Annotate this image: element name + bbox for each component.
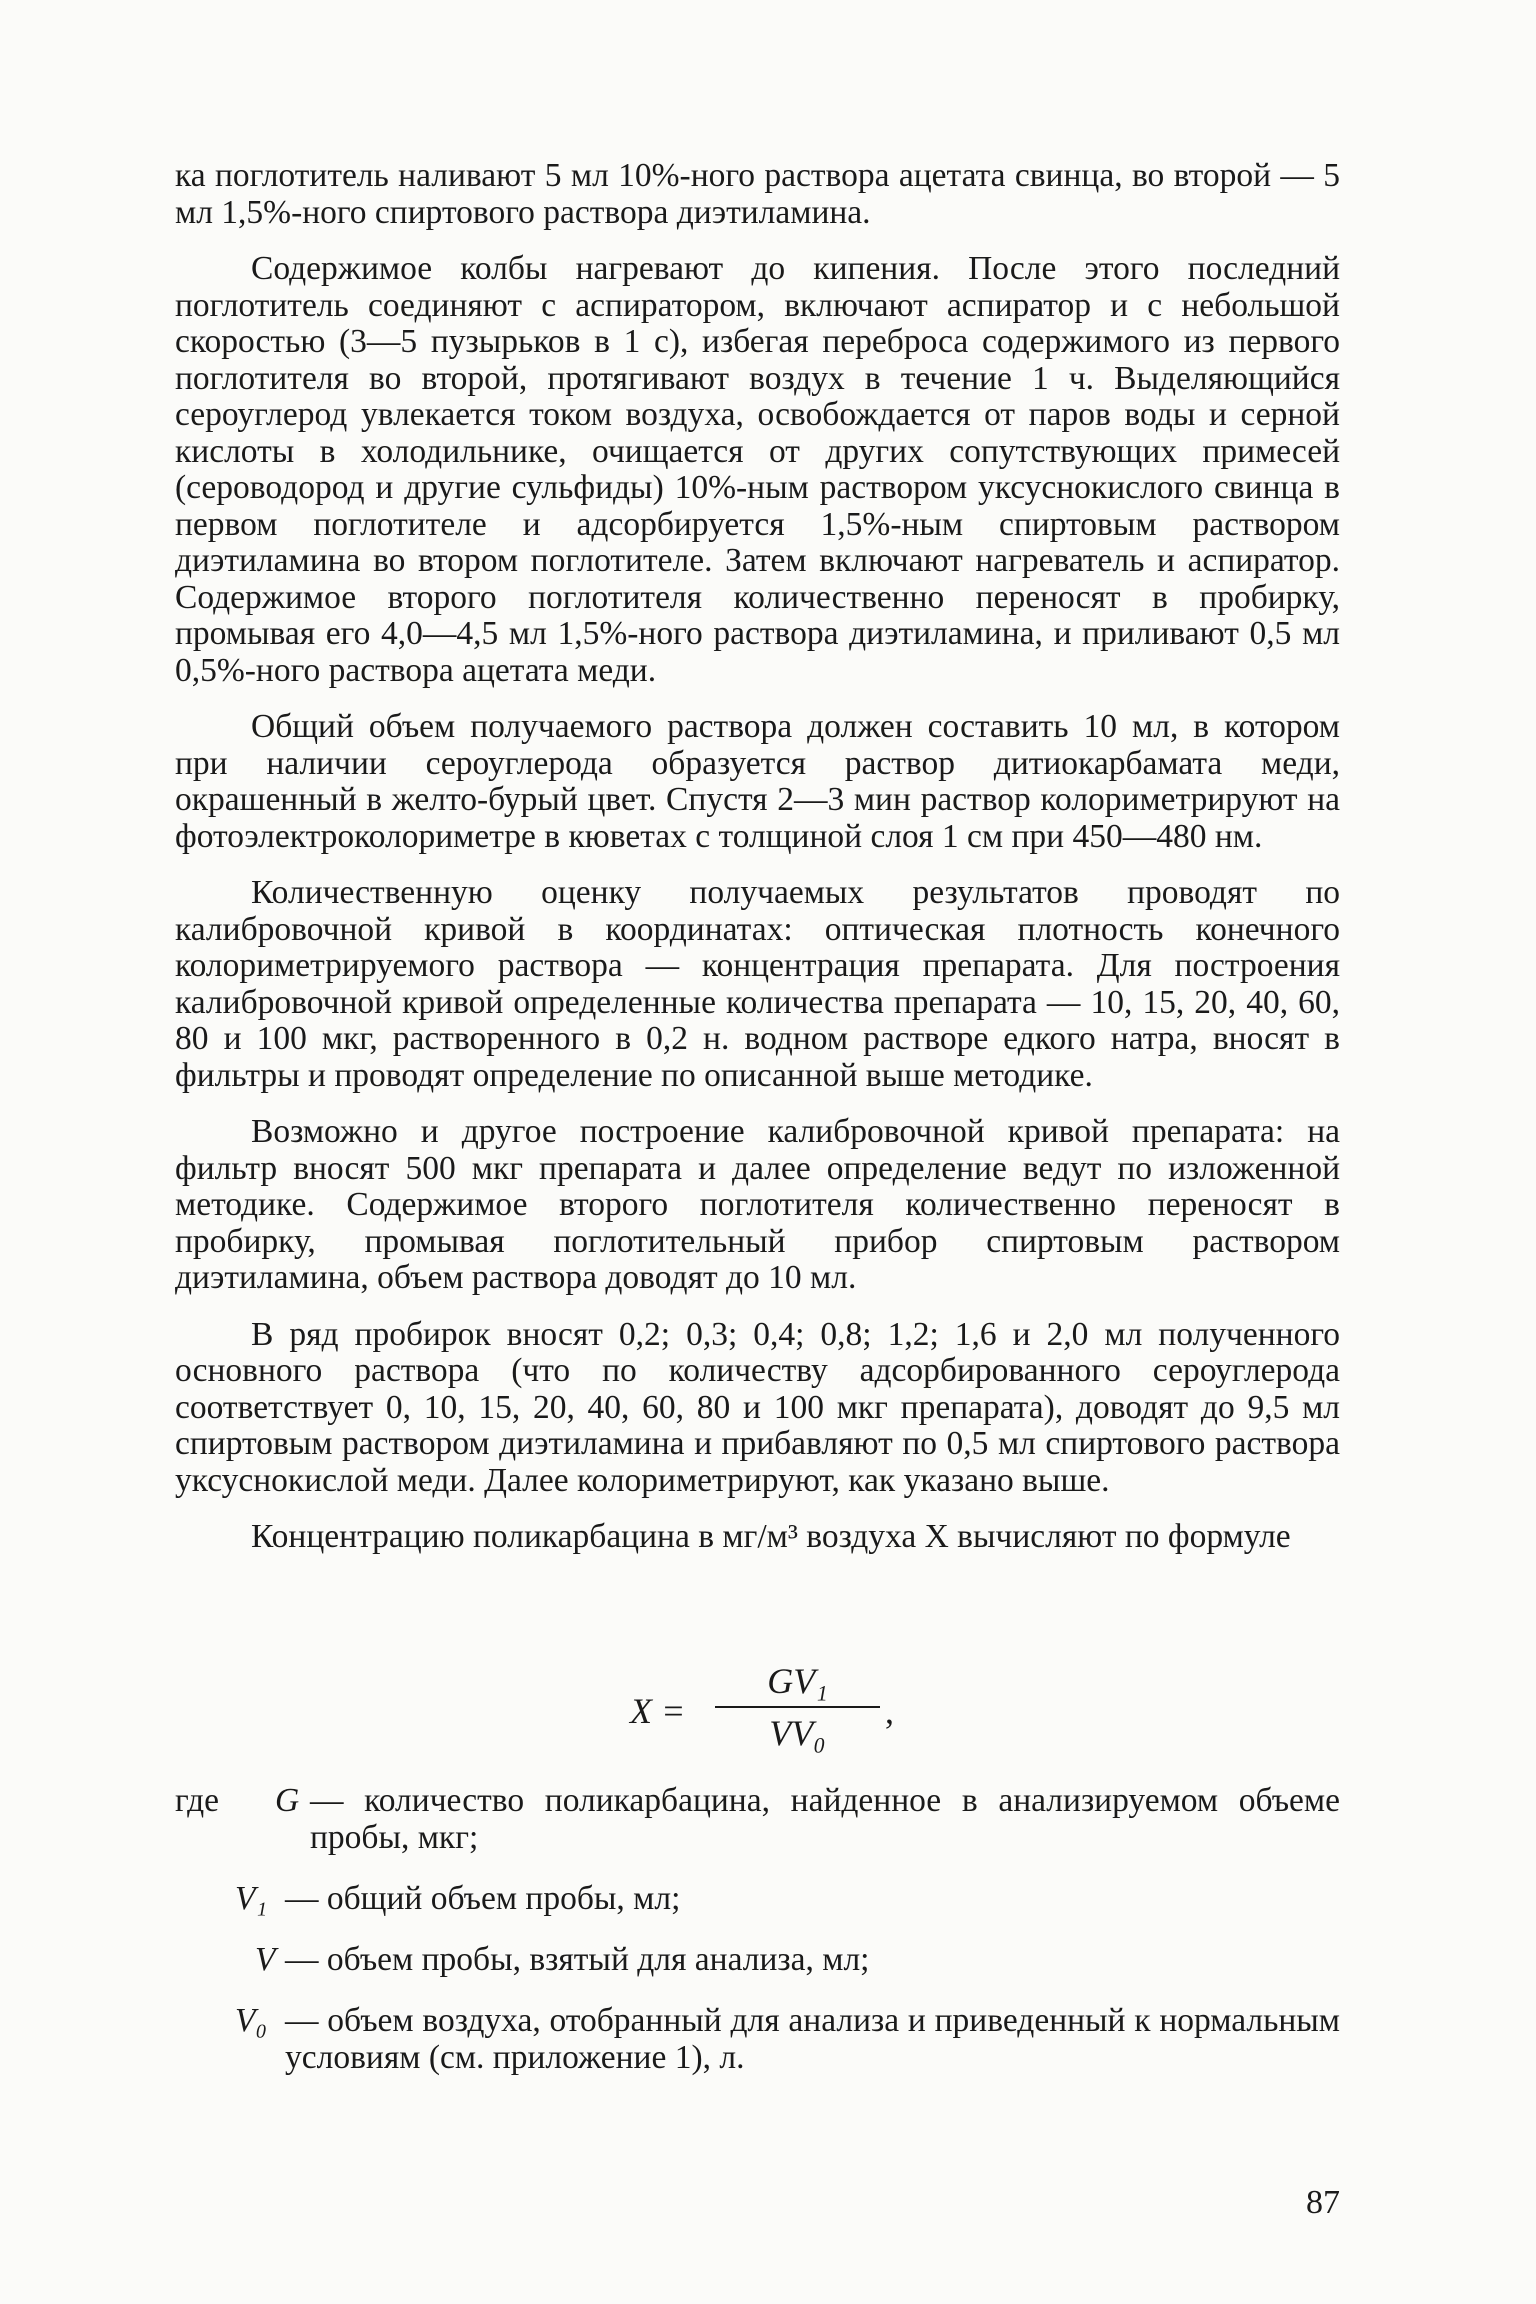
- page-number: 87: [1306, 2184, 1340, 2221]
- definition-row: [175, 1941, 1340, 1978]
- definition-row: [175, 2002, 1340, 2076]
- definition-row: [175, 1782, 1340, 1856]
- where-label: где: [175, 1782, 219, 1819]
- concentration-formula: [630, 1660, 930, 1760]
- formula-numerator: GV₁: [767, 1661, 828, 1701]
- body-text: [175, 158, 1340, 1576]
- definition-symbol: G: [275, 1782, 300, 1819]
- formula-denominator: VV₀: [769, 1713, 826, 1753]
- definition-symbol: V₀: [235, 2002, 268, 2039]
- paragraph-alternative-calibration: Возможно и другое построение калибровочной кривой препарата: на фильтр вносят 500 мкг препарата и далее определение ведут по изложенной методике. Содержимое второго поглотителя количественно переносят в пробирку, промывая поглотительный прибор спиртовым раствором диэтиламина, объем раствора доводят до 10 мл.: [175, 1113, 1340, 1296]
- paragraph-continuation: ка поглотитель наливают 5 мл 10%-ного раствора ацетата свинца, во второй — 5 мл 1,5%-ного спиртового раствора диэтиламина.: [175, 157, 1340, 231]
- definition-text: — количество поликарбацина, найденное в анализируемом объеме пробы, мкг;: [310, 1782, 1340, 1856]
- definition-text: — объем пробы, взятый для анализа, мл;: [285, 1941, 870, 1978]
- paragraph-heating: Содержимое колбы нагревают до кипения. После этого последний поглотитель соединяют с аспиратором, включают аспиратор и с небольшой скоростью (3—5 пузырьков в 1 с), избегая переброса содержимого из первого поглотителя во второй, протягивают воздух в течение 1 ч. Выделяющийся сероуглерод увлекается током воздуха, освобождается от паров воды и серной кислоты в холодильнике, очищается от других сопутствующих примесей (сероводород и другие сульфиды) 10%-ным раствором уксуснокислого свинца в первом поглотителе и адсорбируется 1,5%-ным спиртовым раствором диэтиламина во втором поглотителе. Затем включают нагреватель и аспиратор. Содержимое второго поглотителя количественно переносят в пробирку, промывая его 4,0—4,5 мл 1,5%-ного раствора диэтиламина, и приливают 0,5 мл 0,5%-ного раствора ацетата меди.: [175, 250, 1340, 689]
- definition-text: — объем воздуха, отобранный для анализа и приведенный к нормальным условиям (см. приложение 1), л.: [285, 2002, 1340, 2076]
- definition-text: — общий объем пробы, мл;: [285, 1880, 681, 1917]
- definition-symbol: V₁: [235, 1880, 268, 1917]
- formula-fraction-bar: [715, 1706, 880, 1708]
- paragraph-concentration-formula-intro: Концентрацию поликарбацина в мг/м³ воздуха X вычисляют по формуле: [251, 1518, 1291, 1555]
- variable-definitions: [175, 1782, 1340, 2100]
- formula-fraction: [715, 1660, 880, 1754]
- formula-comma: ,: [885, 1691, 894, 1731]
- formula-lhs: X =: [630, 1691, 686, 1731]
- definition-row: [175, 1880, 1340, 1917]
- paragraph-test-tubes: В ряд пробирок вносят 0,2; 0,3; 0,4; 0,8; 1,2; 1,6 и 2,0 мл полученного основного раствора (что по количеству адсорбированного сероуглерода соответствует 0, 10, 15, 20, 40, 60, 80 и 100 мкг препарата), доводят до 9,5 мл спиртовым раствором диэтиламина и прибавляют по 0,5 мл спиртового раствора уксуснокислой меди. Далее колориметрируют, как указано выше.: [175, 1315, 1340, 1499]
- paragraph-quantitative-assessment: Количественную оценку получаемых результатов проводят по калибровочной кривой в координатах: оптическая плотность конечного колориметрируемого раствора — концентрация препарата. Для построения калибровочной кривой определенные количества препарата — 10, 15, 20, 40, 60, 80 и 100 мкг, растворенного в 0,2 н. водном растворе едкого натра, вносят в фильтры и проводят определение по описанной выше методике.: [175, 874, 1340, 1094]
- paragraph-total-volume: Общий объем получаемого раствора должен составить 10 мл, в котором при наличии сероуглерода образуется раствор дитиокарбамата меди, окрашенный в желто-бурый цвет. Спустя 2—3 мин раствор колориметрируют на фотоэлектроколориметре в кюветах с толщиной слоя 1 см при 450—480 нм.: [175, 708, 1340, 855]
- definition-symbol: V: [255, 1941, 276, 1978]
